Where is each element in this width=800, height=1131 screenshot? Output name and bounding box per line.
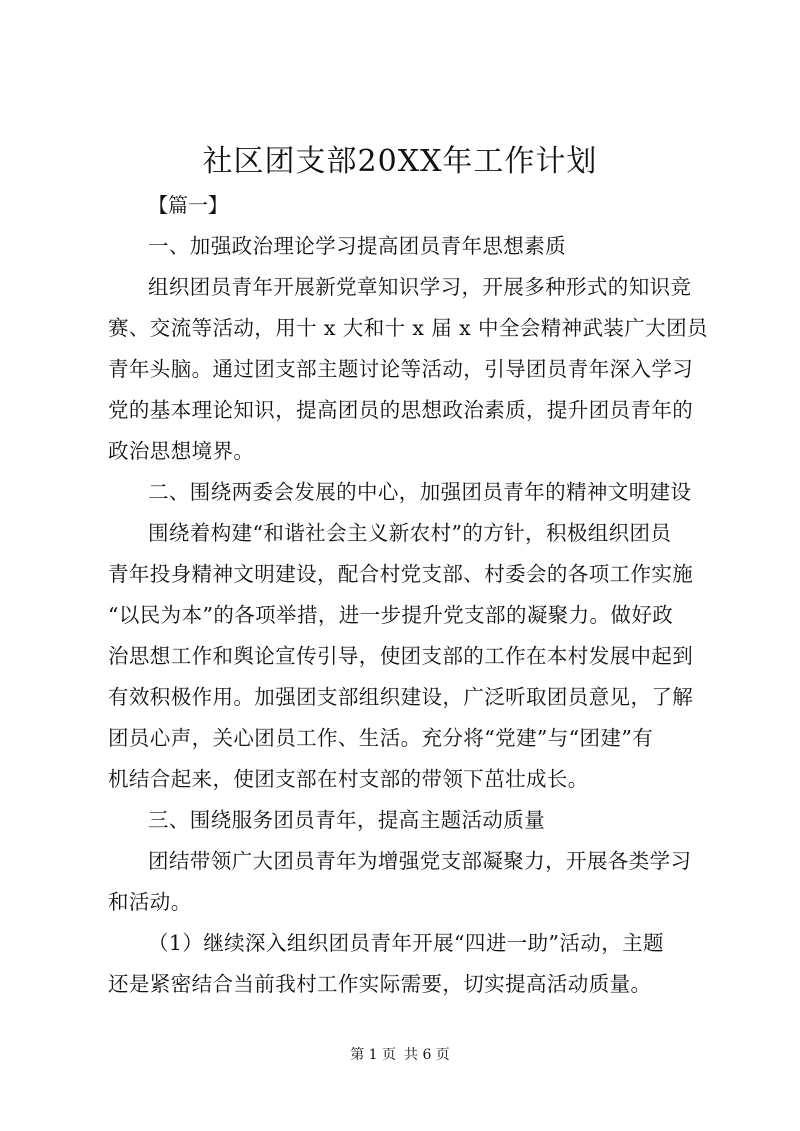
paragraph-line: 党的基本理论知识，提高团员的思想政治素质，提升团员青年的	[108, 398, 694, 422]
paragraph-line: 赛、交流等活动，用十 x 大和十 x 届 x 中全会精神武装广大团员	[108, 316, 708, 340]
page-footer	[0, 1045, 800, 1065]
paragraph-line: 机结合起来，使团支部在村支部的带领下茁壮成长。	[108, 767, 589, 791]
paragraph-line: “以民为本”的各项举措，进一步提升党支部的凝聚力。做好政	[108, 603, 674, 627]
paragraph-line: （1）继续深入组织团员青年开展“四进一助”活动，主题	[148, 931, 664, 955]
paragraph-line: 政治思想境界。	[108, 439, 255, 463]
document-title: 社区团支部20XX年工作计划	[202, 144, 598, 179]
paragraph-line: 和活动。	[108, 890, 192, 914]
section-tag: 【篇一】	[148, 193, 228, 217]
paragraph-line: 团结带领广大团员青年为增强党支部凝聚力，开展各类学习	[148, 849, 692, 873]
page-total: 共 6 页	[404, 1047, 450, 1063]
paragraph-line: 围绕着构建“和谐社会主义新农村”的方针，积极组织团员	[148, 521, 672, 545]
heading-2: 二、围绕两委会发展的中心，加强团员青年的精神文明建设	[148, 480, 692, 504]
heading-3: 三、围绕服务团员青年，提高主题活动质量	[148, 808, 546, 832]
paragraph-line: 青年头脑。通过团支部主题讨论等活动，引导团员青年深入学习	[108, 357, 694, 381]
page-number: 第 1 页	[350, 1047, 396, 1063]
heading-1: 一、加强政治理论学习提高团员青年思想素质	[148, 234, 566, 258]
paragraph-line: 组织团员青年开展新党章知识学习，开展多种形式的知识竞	[148, 275, 692, 299]
paragraph-line: 青年投身精神文明建设，配合村党支部、村委会的各项工作实施	[108, 562, 694, 586]
paragraph-line: 有效积极作用。加强团支部组织建设，广泛听取团员意见，了解	[108, 685, 694, 709]
paragraph-line: 治思想工作和舆论宣传引导，使团支部的工作在本村发展中起到	[108, 644, 694, 668]
paragraph-line: 团员心声，关心团员工作、生活。充分将“党建”与“团建”有	[108, 726, 654, 750]
paragraph-line: 还是紧密结合当前我村工作实际需要，切实提高活动质量。	[108, 972, 652, 996]
